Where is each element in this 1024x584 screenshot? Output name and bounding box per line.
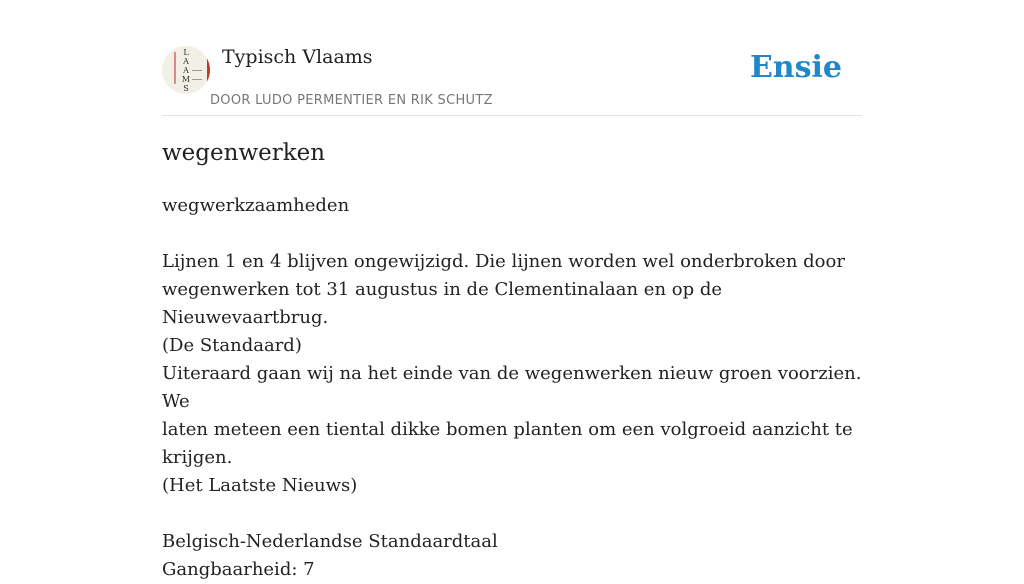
book-logo[interactable] (162, 46, 210, 94)
example-source: (De Standaard) (162, 335, 302, 356)
book-title[interactable]: Typisch Vlaams (222, 46, 373, 68)
header-divider (162, 115, 862, 116)
entry-content (162, 192, 862, 584)
book-authors: DOOR LUDO PERMENTIER EN RIK SCHUTZ (210, 93, 493, 108)
logo-letter: S (183, 84, 189, 93)
example-line: wegenwerken tot 31 augustus in de Clementinalaan en op de Nieuwevaartbrug. (162, 279, 723, 328)
entry-definition: wegwerkzaamheden (162, 195, 350, 216)
brand-logo-link[interactable]: Ensie (749, 50, 842, 85)
example-line: krijgen. (162, 447, 233, 468)
logo-letters (162, 46, 210, 93)
logo-red-bar (207, 56, 210, 86)
example-line: Uiteraard gaan wij na het einde van de wegenwerken nieuw groen voorzien. We (162, 363, 862, 412)
example-source: (Het Laatste Nieuws) (162, 475, 358, 496)
spacer (162, 500, 862, 528)
logo-letter: A (183, 66, 189, 75)
entry-frequency: Gangbaarheid: 7 (162, 559, 315, 580)
entry-headword: wegenwerken (162, 140, 326, 166)
spacer (162, 220, 862, 248)
logo-lines (192, 70, 202, 80)
logo-letter: A (183, 57, 189, 66)
example-line: Lijnen 1 en 4 blijven ongewijzigd. Die lijnen worden wel onderbroken door (162, 251, 845, 272)
logo-letter: M (181, 75, 191, 84)
logo-letter: L (183, 48, 189, 57)
entry-category: Belgisch-Nederlandse Standaardtaal (162, 531, 498, 552)
example-line: laten meteen een tiental dikke bomen planten om een volgroeid aanzicht te (162, 419, 853, 440)
